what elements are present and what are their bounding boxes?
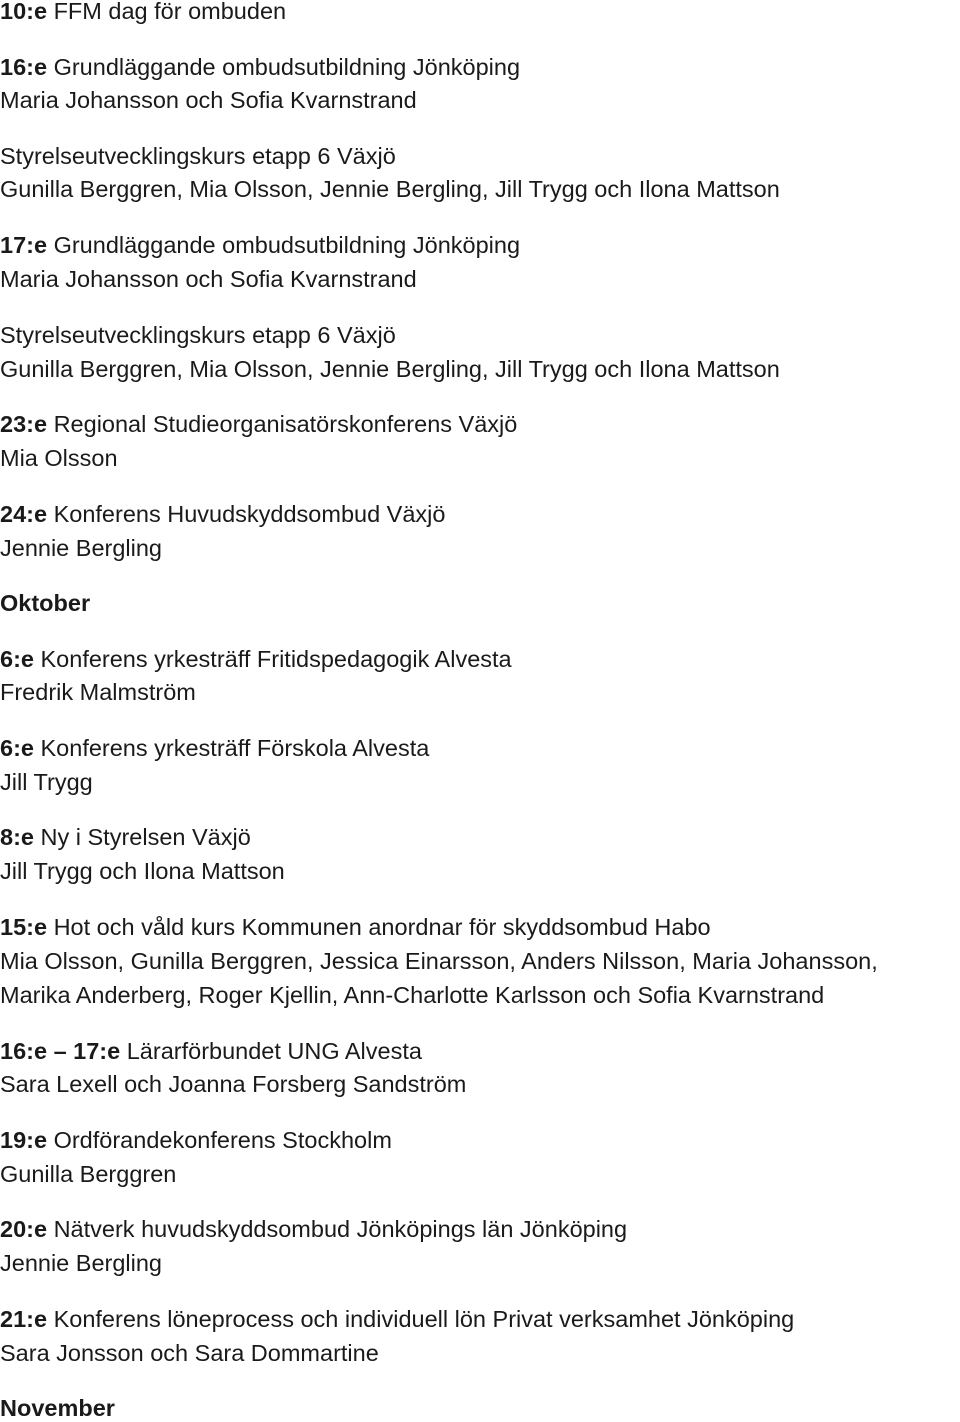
event-date: 16:e – 17:e [0, 1038, 121, 1064]
month-heading-october: Oktober [0, 590, 91, 616]
event-title: Styrelseutvecklingskurs etapp 6 Växjö [0, 143, 396, 169]
event-title: Konferens yrkesträff Förskola Alvesta [40, 735, 430, 761]
event-heading [0, 1037, 422, 1065]
event-participants: Marika Anderberg, Roger Kjellin, Ann-Charlotte Karlsson och Sofia Kvarnstrand [0, 982, 825, 1008]
event-participants: Jill Trygg och Ilona Mattson [0, 858, 285, 884]
event-title: Grundläggande ombudsutbildning Jönköping [53, 232, 521, 258]
event-date: 6:e [0, 646, 34, 672]
event-heading [0, 142, 396, 170]
event-participants: Maria Johansson och Sofia Kvarnstrand [0, 87, 417, 113]
event-date: 8:e [0, 824, 34, 850]
event-participants: Mia Olsson, Gunilla Berggren, Jessica Einarsson, Anders Nilsson, Maria Johansson, [0, 948, 878, 974]
event-title: Regional Studieorganisatörskonferens Växjö [53, 411, 518, 437]
event-heading [0, 0, 286, 25]
event-heading [0, 231, 520, 259]
month-heading-november: November [0, 1395, 115, 1421]
event-date: 17:e [0, 232, 48, 258]
event-date: 6:e [0, 735, 34, 761]
event-title: Ny i Styrelsen Växjö [40, 824, 251, 850]
event-date: 23:e [0, 411, 48, 437]
event-heading [0, 410, 517, 438]
event-heading [0, 1215, 627, 1243]
event-heading [0, 1305, 794, 1333]
event-date: 16:e [0, 54, 48, 80]
event-date: 15:e [0, 914, 48, 940]
event-title: Styrelseutvecklingskurs etapp 6 Växjö [0, 322, 396, 348]
event-participants: Sara Jonsson och Sara Dommartine [0, 1340, 379, 1366]
event-heading [0, 823, 251, 851]
event-title: Lärarförbundet UNG Alvesta [126, 1038, 422, 1064]
event-participants: Gunilla Berggren, Mia Olsson, Jennie Bergling, Jill Trygg och Ilona Mattson [0, 176, 780, 202]
event-heading [0, 734, 429, 762]
event-participants: Gunilla Berggren [0, 1161, 177, 1187]
event-participants: Jennie Bergling [0, 535, 162, 561]
event-title: Hot och våld kurs Kommunen anordnar för skyddsombud Habo [53, 914, 711, 940]
event-title: Grundläggande ombudsutbildning Jönköping [53, 54, 521, 80]
event-date: 20:e [0, 1216, 48, 1242]
event-heading [0, 500, 445, 528]
event-heading [0, 53, 520, 81]
event-title: FFM dag för ombuden [53, 0, 287, 24]
event-date: 19:e [0, 1127, 48, 1153]
event-participants: Sara Lexell och Joanna Forsberg Sandström [0, 1071, 467, 1097]
event-heading [0, 321, 396, 349]
event-title: Konferens yrkesträff Fritidspedagogik Alvesta [40, 646, 512, 672]
event-heading [0, 1126, 392, 1154]
event-date: 24:e [0, 501, 48, 527]
event-participants: Gunilla Berggren, Mia Olsson, Jennie Bergling, Jill Trygg och Ilona Mattson [0, 356, 780, 382]
event-participants: Maria Johansson och Sofia Kvarnstrand [0, 266, 417, 292]
event-heading [0, 913, 711, 941]
event-participants: Fredrik Malmström [0, 679, 196, 705]
event-title: Konferens Huvudskyddsombud Växjö [53, 501, 446, 527]
event-title: Konferens löneprocess och individuell lön Privat verksamhet Jönköping [53, 1306, 795, 1332]
event-participants: Jill Trygg [0, 769, 93, 795]
event-title: Ordförandekonferens Stockholm [53, 1127, 392, 1153]
event-heading [0, 645, 512, 673]
event-title: Nätverk huvudskyddsombud Jönköpings län Jönköping [53, 1216, 628, 1242]
event-participants: Mia Olsson [0, 445, 118, 471]
event-participants: Jennie Bergling [0, 1250, 162, 1276]
event-date: 10:e [0, 0, 48, 24]
event-date: 21:e [0, 1306, 48, 1332]
